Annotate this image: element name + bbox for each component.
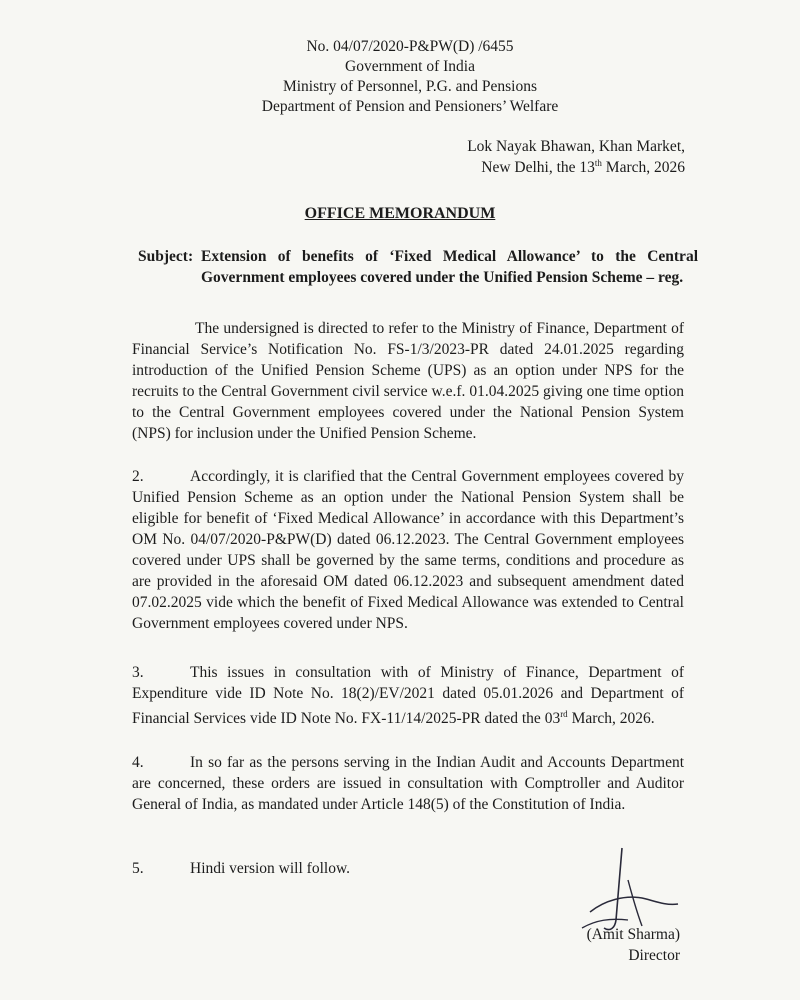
signatory-block — [587, 924, 680, 966]
paragraph-2-text: Accordingly, it is clarified that the Central Government employees covered by Unified Pension Scheme as an option under the National Pension System shall be eligible for benefit of ‘Fixed Medical Allowance’ in accordance with this Department’s OM No. 04/07/2020-P&PW(D) dated 06.12.2023. The Central Government employees covered under UPS shall be governed by the same terms, conditions and procedure as are provided in the aforesaid OM dated 06.12.2023 and subsequent amendment dated 07.02.2025 vide which the benefit of Fixed Medical Allowance was extended to Central Government employees covered under NPS. — [132, 468, 684, 632]
date-line — [481, 158, 685, 177]
date-superscript: th — [594, 158, 602, 168]
government-line: Government of India — [345, 58, 475, 75]
paragraph-1: The undersigned is directed to refer to the Ministry of Finance, Department of Financial Service’s Notification No. FS-1/3/2023-PR dated 24.01.2025 regarding introduction of the Unified Pension Scheme (UPS) as an option under NPS for the recruits to the Central Government civil service w.e.f. 01.04.2025 giving one time option to the Central Government employees covered under the National Pension System (NPS) for inclusion under the Unified Pension Scheme. — [132, 320, 684, 442]
subject-block — [138, 246, 698, 288]
paragraph-4-number: 4. — [132, 754, 144, 771]
paragraph-2-number: 2. — [132, 468, 144, 485]
subject-label: Subject: — [138, 248, 194, 265]
paragraph-5-number: 5. — [132, 860, 144, 877]
paragraph-4-text: In so far as the persons serving in the Indian Audit and Accounts Department are concerned, these orders are issued in consultation with Comptroller and Auditor General of India, as mandated under Article 148(5) of the Constitution of India. — [132, 754, 684, 813]
paragraph-4 — [132, 752, 684, 815]
paragraph-3-text: This issues in consultation with of Ministry of Finance, Department of Expenditure vide ID Note No. 18(2)/EV/2021 dated 05.01.2026 and Department of Financial Services vide ID Note No. FX-11/14/2025-PR dated the 03 — [132, 664, 684, 728]
paragraph-3-number: 3. — [132, 664, 144, 681]
place-line: Lok Nayak Bhawan, Khan Market, — [467, 138, 685, 155]
date-prefix: New Delhi, the 13 — [481, 159, 595, 177]
paragraph-3-end: March, 2026. — [567, 710, 655, 728]
ministry-line: Ministry of Personnel, P.G. and Pensions — [282, 78, 538, 95]
signatory-designation: Director — [628, 947, 680, 964]
subject-text: Extension of benefits of ‘Fixed Medical Allowance’ to the Central Government employees covered under the Unified Pension Scheme – reg. — [201, 248, 698, 286]
date-suffix: March, 2026 — [601, 159, 685, 177]
signatory-name: (Amit Sharma) — [586, 926, 680, 943]
paragraph-3 — [132, 662, 684, 729]
document-title: OFFICE MEMORANDUM — [304, 205, 496, 222]
department-line: Department of Pension and Pensioners’ Welfare — [261, 98, 559, 115]
paragraph-5-text: Hindi version will follow. — [190, 860, 351, 877]
file-number: No. 04/07/2020-P&PW(D) /6455 — [306, 38, 514, 55]
paragraph-2 — [132, 466, 684, 634]
paragraph-3-superscript: rd — [560, 709, 568, 719]
